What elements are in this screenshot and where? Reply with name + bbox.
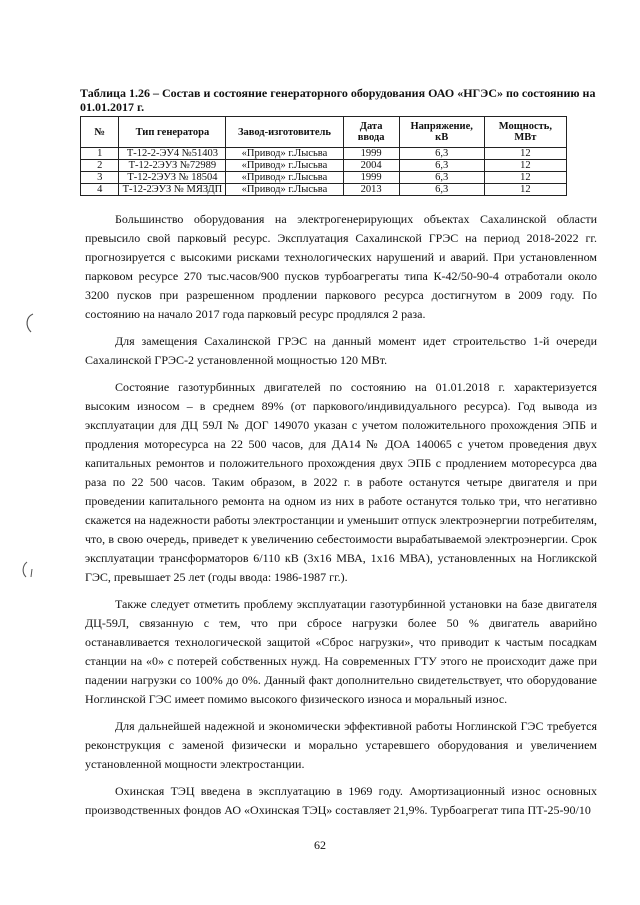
cell-power: 12 — [484, 160, 566, 172]
header-generator-type: Тип генератора — [119, 117, 226, 148]
cell-number: 3 — [81, 172, 119, 184]
cell-generator-type: Т-12-2-ЭУ4 №51403 — [119, 148, 226, 160]
paragraph: Также следует отметить проблему эксплуатации газотурбинной установки на базе двигателя ДЦ-59Л, связанную с тем, что при сбросе нагрузки более 50 % двигатель аварийно останавливается технологической защитой «Сброс нагрузки», что приводит к частым посадкам станции на «0» с потерей собственных нужд. На современных ГТУ этого не происходит даже при падении нагрузки со 100% до 0%. Данный факт дополнительно свидетельствует, что оборудование Ноглинской ГЭС имеет помимо высокого физического износа и моральный износ. — [85, 597, 597, 706]
cell-voltage: 6,3 — [399, 160, 484, 172]
cell-voltage: 6,3 — [399, 148, 484, 160]
body-text — [85, 210, 597, 828]
table-row — [81, 184, 567, 196]
cell-commission-date: 2013 — [343, 184, 399, 196]
cell-manufacturer: «Привод» г.Лысьва — [226, 148, 343, 160]
cell-number: 4 — [81, 184, 119, 196]
table-caption: Таблица 1.26 – Состав и состояние генераторного оборудования ОАО «НГЭС» по состоянию на 01.01.2017 г. — [80, 86, 596, 114]
table-header-row — [81, 117, 567, 148]
header-number: № — [81, 117, 119, 148]
paragraph: Для дальнейшей надежной и экономически эффективной работы Ноглинской ГЭС требуется реконструкция с заменой физически и морально устаревшего оборудования и увеличением установленной мощности электростанции. — [85, 719, 597, 771]
header-commission-date: Дата ввода — [343, 117, 399, 148]
paragraph: Состояние газотурбинных двигателей по состоянию на 01.01.2018 г. характеризуется высоким износом – в среднем 89% (от паркового/индивидуального ресурса). Год вывода из эксплуатации для ДЦ 59Л № ДОГ 149070 указан с учетом положительного прохождения ЭПБ и продления моторесурса на 22 500 часов, для ДА14 № ДОА 140065 с учетом проведения двух капитальных ремонтов и положительного прохождения двух ЭПБ с продлением моторесурса два раза по 22 500 часов. Таким образом, в 2022 г. в работе останутся четыре двигателя и при проведении капитального ремонта на одном из них в работе останутся только три, что негативно скажется на надежности работы электростанции и уменьшит отпуск электроэнергии потребителям, что, в свою очередь, приведет к увеличению себестоимости вырабатываемой электроэнергии. Срок эксплуатации трансформаторов 6/110 кВ (3х16 МВА, 1х16 МВА), установленных на Ногликской ГЭС, превышает 25 лет (годы ввода: 1986-1987 гг.). — [85, 380, 597, 584]
cell-number: 2 — [81, 160, 119, 172]
cell-power: 12 — [484, 184, 566, 196]
cell-generator-type: Т-12-2ЭУЗ №72989 — [119, 160, 226, 172]
table-row — [81, 172, 567, 184]
paragraph: Для замещения Сахалинской ГРЭС на данный момент идет строительство 1-й очереди Сахалинской ГРЭС-2 установленной мощностью 120 МВт. — [85, 334, 597, 367]
cell-commission-date: 2004 — [343, 160, 399, 172]
page-number: 62 — [314, 838, 326, 852]
header-power: Мощность, МВт — [484, 117, 566, 148]
header-voltage: Напряжение, кВ — [399, 117, 484, 148]
cell-manufacturer: «Привод» г.Лысьва — [226, 172, 343, 184]
scan-mark-icon — [20, 560, 36, 580]
cell-manufacturer: «Привод» г.Лысьва — [226, 184, 343, 196]
cell-commission-date: 1999 — [343, 148, 399, 160]
paragraph: Охинская ТЭЦ введена в эксплуатацию в 1969 году. Амортизационный износ основных производственных фондов АО «Охинская ТЭЦ» составляет 21,9%. Турбоагрегат типа ПТ-25-90/10 — [85, 784, 597, 817]
cell-commission-date: 1999 — [343, 172, 399, 184]
cell-generator-type: Т-12-2ЭУЗ № МЯЗДП — [119, 184, 226, 196]
generator-table — [80, 116, 567, 196]
paragraph: Большинство оборудования на электрогенерирующих объектах Сахалинской области превысило свой парковый ресурс. Эксплуатация Сахалинской ГРЭС на период 2018-2022 гг. прогнозируется с высокими рисками технологических нарушений и аварий. При установленном парковом ресурсе 270 тыс.часов/900 пусков турбоагрегаты типа К-42/50-90-4 отработали около 3200 пусков при разрешенном продлении паркового ресурса достигнутом в 2009 году. По состоянию на начало 2017 года парковый ресурс продлялся 2 раза. — [85, 212, 597, 321]
cell-number: 1 — [81, 148, 119, 160]
cell-power: 12 — [484, 148, 566, 160]
table-row — [81, 148, 567, 160]
cell-voltage: 6,3 — [399, 172, 484, 184]
table-row — [81, 160, 567, 172]
cell-power: 12 — [484, 172, 566, 184]
cell-generator-type: Т-12-2ЭУЗ № 18504 — [119, 172, 226, 184]
header-manufacturer: Завод-изготовитель — [226, 117, 343, 148]
cell-voltage: 6,3 — [399, 184, 484, 196]
cell-manufacturer: «Привод» г.Лысьва — [226, 160, 343, 172]
scan-mark-icon — [22, 312, 36, 334]
